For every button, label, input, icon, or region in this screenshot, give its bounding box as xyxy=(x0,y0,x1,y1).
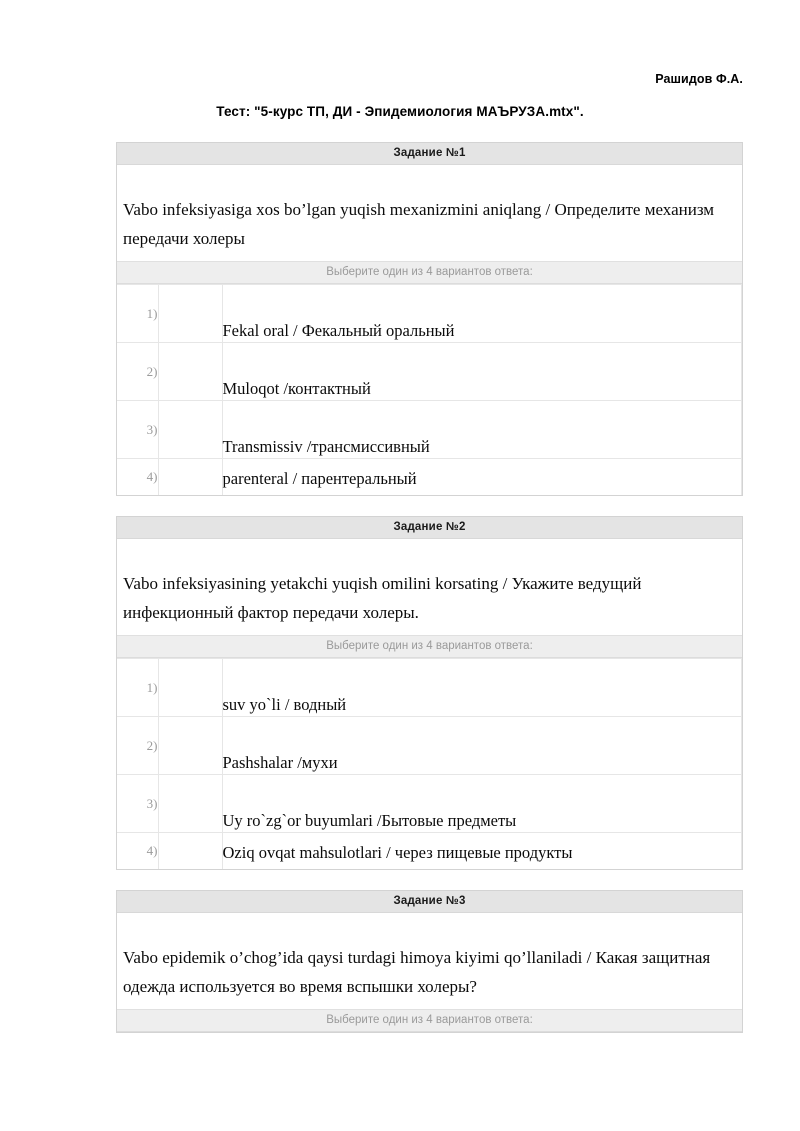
option-text: Uy ro`zg`or buyumlari /Бытовые предметы xyxy=(222,775,742,833)
table-row[interactable] xyxy=(117,833,742,870)
option-number: 2) xyxy=(117,343,158,401)
option-number: 1) xyxy=(117,285,158,343)
option-checkbox-cell[interactable] xyxy=(158,833,222,870)
page-title: Тест: "5-курс ТП, ДИ - Эпидемиология МАЪРУЗА.mtx". xyxy=(216,104,584,119)
question-block-3 xyxy=(116,890,743,1033)
option-text: parenteral / парентеральный xyxy=(222,459,742,496)
question-heading: Задание №3 xyxy=(117,890,742,913)
answer-instruction: Выберите один из 4 вариантов ответа: xyxy=(117,635,742,658)
table-row[interactable] xyxy=(117,285,742,343)
option-checkbox-cell[interactable] xyxy=(158,459,222,496)
question-text: Vabo infeksiyasining yetakchi yuqish omilini korsating / Укажите ведущий инфекционный фактор передачи холеры. xyxy=(117,539,742,635)
option-checkbox-cell[interactable] xyxy=(158,659,222,717)
answer-options-table xyxy=(117,284,742,495)
answer-instruction: Выберите один из 4 вариантов ответа: xyxy=(117,261,742,284)
table-row[interactable] xyxy=(117,459,742,496)
option-number: 3) xyxy=(117,401,158,459)
question-block-1 xyxy=(116,142,743,496)
question-heading: Задание №1 xyxy=(117,142,742,165)
option-checkbox-cell[interactable] xyxy=(158,717,222,775)
author-name: Рашидов Ф.А. xyxy=(655,72,743,86)
table-row[interactable] xyxy=(117,343,742,401)
option-text: Fekal oral / Фекальный оральный xyxy=(222,285,742,343)
question-text: Vabo infeksiyasiga xos bo’lgan yuqish mexanizmini aniqlang / Определите механизм передачи холеры xyxy=(117,165,742,261)
question-text: Vabo epidemik o’chog’ida qaysi turdagi himoya kiyimi qo’llaniladi / Какая защитная одежда используется во время вспышки холеры? xyxy=(117,913,742,1009)
question-block-2 xyxy=(116,516,743,870)
table-row[interactable] xyxy=(117,717,742,775)
option-text: suv yo`li / водный xyxy=(222,659,742,717)
option-text: Pashshalar /мухи xyxy=(222,717,742,775)
option-checkbox-cell[interactable] xyxy=(158,343,222,401)
option-number: 4) xyxy=(117,833,158,870)
answer-instruction: Выберите один из 4 вариантов ответа: xyxy=(117,1009,742,1032)
option-text: Muloqot /контактный xyxy=(222,343,742,401)
option-text: Oziq ovqat mahsulotlari / через пищевые продукты xyxy=(222,833,742,870)
option-number: 3) xyxy=(117,775,158,833)
table-row[interactable] xyxy=(117,659,742,717)
option-number: 1) xyxy=(117,659,158,717)
option-text: Transmissiv /трансмиссивный xyxy=(222,401,742,459)
table-row[interactable] xyxy=(117,775,742,833)
option-checkbox-cell[interactable] xyxy=(158,775,222,833)
table-row[interactable] xyxy=(117,401,742,459)
option-number: 2) xyxy=(117,717,158,775)
answer-options-table xyxy=(117,658,742,869)
option-checkbox-cell[interactable] xyxy=(158,285,222,343)
question-heading: Задание №2 xyxy=(117,516,742,539)
question-list xyxy=(116,142,743,1053)
option-checkbox-cell[interactable] xyxy=(158,401,222,459)
option-number: 4) xyxy=(117,459,158,496)
